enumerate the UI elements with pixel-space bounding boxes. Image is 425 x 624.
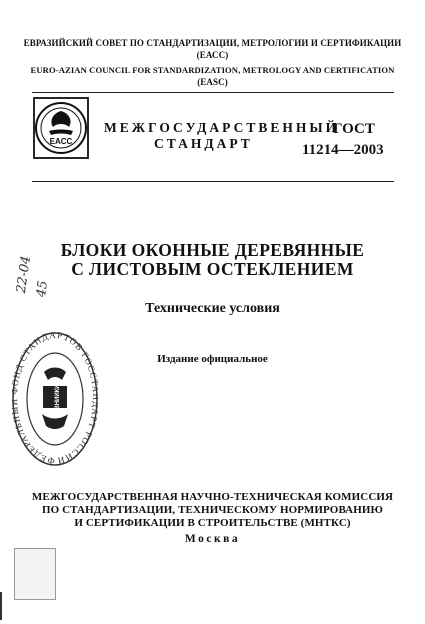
gost-label: ГОСТ [333, 121, 375, 137]
publication-city: Москва [184, 533, 241, 545]
header-rule-top [32, 92, 394, 93]
svg-text:ФЕДЕРАЛЬНЫЙ ФОНД СТАНДАРТОВ ГО: ФЕДЕРАЛЬ НД СТАНДАРТОВ ГОСС Т РОССИИ [12, 330, 98, 467]
standard-type-line1: МЕЖГОСУДАРСТВЕННЫЙ [104, 120, 340, 135]
header-rule-bottom [32, 181, 394, 182]
council-abbr-ru: (ЕАСС) [196, 50, 229, 60]
page-edge-mark [0, 592, 2, 620]
standard-type-line2: СТАНДАРТ [154, 136, 253, 151]
svg-text:EACC: EACC [49, 137, 73, 146]
scan-mark [14, 548, 56, 600]
commission-name-line2: ПО СТАНДАРТИЗАЦИИ, ТЕХНИЧЕСКОМУ НОРМИРОВАНИЮ [41, 504, 384, 516]
gost-number: 11214—2003 [302, 142, 384, 158]
document-title-line1: БЛОКИ ОКОННЫЕ ДЕРЕВЯННЫЕ [60, 240, 365, 260]
handwritten-note-line2: 45 [34, 279, 52, 299]
svg-text:ВНИИКИ: ВНИИКИ [55, 384, 61, 410]
council-abbr-en: (EASC) [197, 77, 228, 87]
edition-note: Издание официальное [157, 353, 268, 365]
handwritten-note-line1: 22-04 [14, 254, 35, 295]
council-name-ru: ЕВРАЗИЙСКИЙ СОВЕТ ПО СТАНДАРТИЗАЦИИ, МЕТРОЛОГИИ И СЕРТИФИКАЦИИ [23, 38, 402, 48]
council-name-en: EURO-AZIAN COUNCIL FOR STANDARDIZATION, METROLOGY AND CERTIFICATION [30, 65, 395, 75]
commission-name-line3: И СЕРТИФИКАЦИИ В СТРОИТЕЛЬСТВЕ (МНТКС) [74, 517, 351, 529]
library-stamp [12, 330, 98, 468]
easc-logo-icon [33, 97, 89, 159]
document-title-line2: С ЛИСТОВЫМ ОСТЕКЛЕНИЕМ [71, 259, 354, 279]
commission-name-line1: МЕЖГОСУДАРСТВЕННАЯ НАУЧНО-ТЕХНИЧЕСКАЯ КОМИССИЯ [31, 491, 394, 503]
document-subtitle: Технические условия [145, 301, 280, 316]
